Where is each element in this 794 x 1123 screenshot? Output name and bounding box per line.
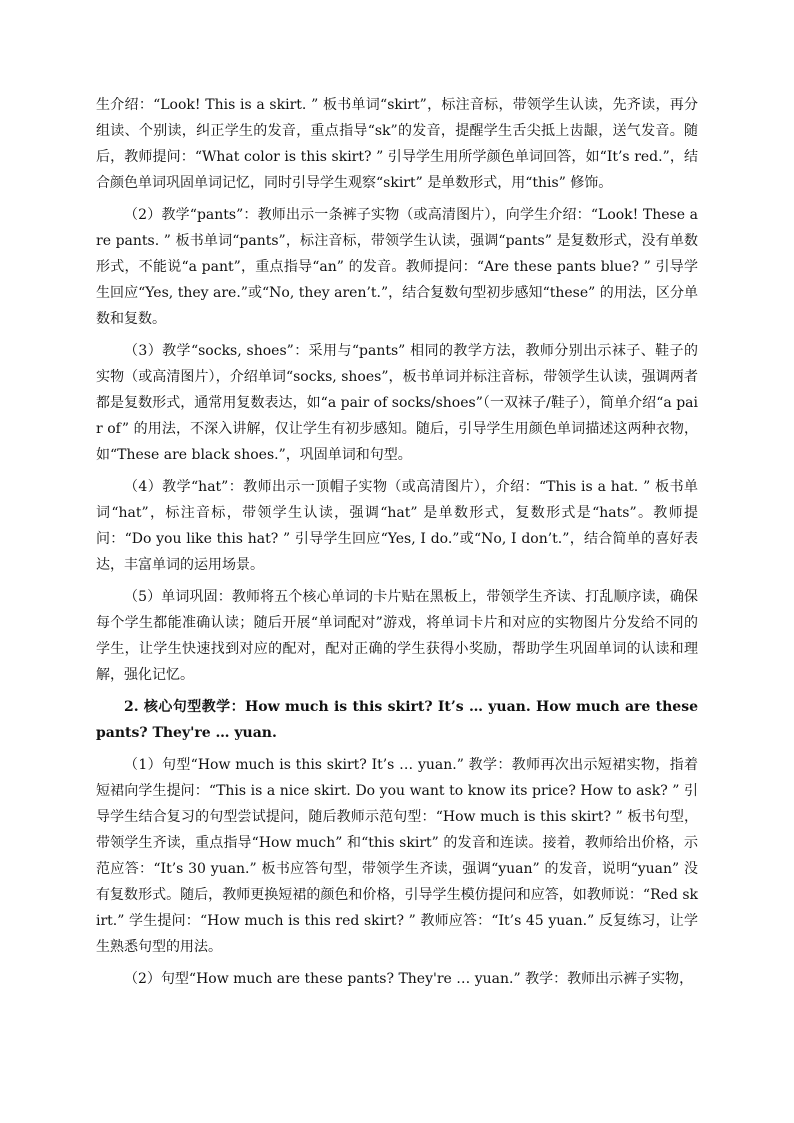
paragraph-socks-shoes: （3）教学“socks, shoes”：采用与“pants” 相同的教学方法，教师分别出示袜子、鞋子的实物（或高清图片），介绍单词“socks, shoes”，板书单词并标注音标，带领学生认读，强调两者都是复数形式，通常用复数表达，如“a pair of socks/shoes”（一双袜子/鞋子），简单介绍“a pair of” 的用法，不深入讲解，仅让学生有初步感知。随后，引导学生用颜色单词描述这两种衣物，如“These are black shoes.”，巩固单词和句型。 [96, 343, 698, 463]
paragraph-skirt-continued: 生介绍：“Look! This is a skirt. ” 板书单词“skirt”，标注音标，带领学生认读，先齐读，再分组读、个别读，纠正学生的发音，重点指导“sk”的发音，提醒学生舌尖抵上齿龈，送气发音。随后，教师提问：“What color is this skirt? ” 引导学生用所学颜色单词回答，如“It’s red.”，结合颜色单词巩固单词记忆，同时引导学生观察“skirt” 是单数形式，用“this” 修饰。 [96, 97, 698, 191]
paragraph-word-review: （5）单词巩固：教师将五个核心单词的卡片贴在黑板上，带领学生齐读、打乱顺序读，确保每个学生都能准确认读；随后开展“单词配对”游戏，将单词卡片和对应的实物图片分发给不同的学生，让学生快速找到对应的配对，配对正确的学生获得小奖励，帮助学生巩固单词的认读和理解，强化记忆。 [96, 589, 698, 683]
paragraph-pants: （2）教学“pants”：教师出示一条裤子实物（或高清图片），向学生介绍：“Look! These are pants. ” 板书单词“pants”，标注音标，带领学生认读，强调“pants” 是复数形式，没有单数形式，不能说“a pant”，重点指导“an” 的发音。教师提问：“Are these pants blue? ” 引导学生回应“Yes, they are.”或“No, they aren’t.”，结合复数句型初步感知“these” 的用法，区分单数和复数。 [96, 207, 698, 327]
paragraph-pants-price: （2）句型“How much are these pants? They're … yuan.” 教学：教师出示裤子实物， [124, 971, 694, 987]
paragraph-hat: （4）教学“hat”：教师出示一顶帽子实物（或高清图片），介绍：“This is a hat. ” 板书单词“hat”，标注音标，带领学生认读，强调“hat” 是单数形式，复数形式是“hats”。教师提问：“Do you like this hat? ” 引导学生回应“Yes, I do.”或“No, I don’t.”，结合简单的喜好表达，丰富单词的运用场景。 [96, 479, 698, 573]
document-body [96, 92, 698, 998]
paragraph-skirt-price: （1）句型“How much is this skirt? It’s … yuan.” 教学：教师再次出示短裙实物，指着短裙向学生提问：“This is a nice skirt. Do you want to know its price? How to ask? ” 引导学生结合复习的句型尝试提问，随后教师示范句型：“How much is this skirt? ” 板书句型，带领学生齐读，重点指导“How much” 和“this skirt” 的发音和连读。接着，教师给出价格，示范应答：“It’s 30 yuan.” 板书应答句型，带领学生齐读，强调“yuan” 的发音，说明“yuan” 没有复数形式。随后，教师更换短裙的颜色和价格，引导学生模仿提问和应答，如教师说：“Red skirt.” 学生提问：“How much is this red skirt? ” 教师应答：“It’s 45 yuan.” 反复练习，让学生熟悉句型的用法。 [96, 757, 698, 955]
section-heading-sentence-patterns: 2. 核心句型教学：How much is this skirt? It’s … yuan. How much are these pants? They're … yuan. [96, 699, 698, 741]
